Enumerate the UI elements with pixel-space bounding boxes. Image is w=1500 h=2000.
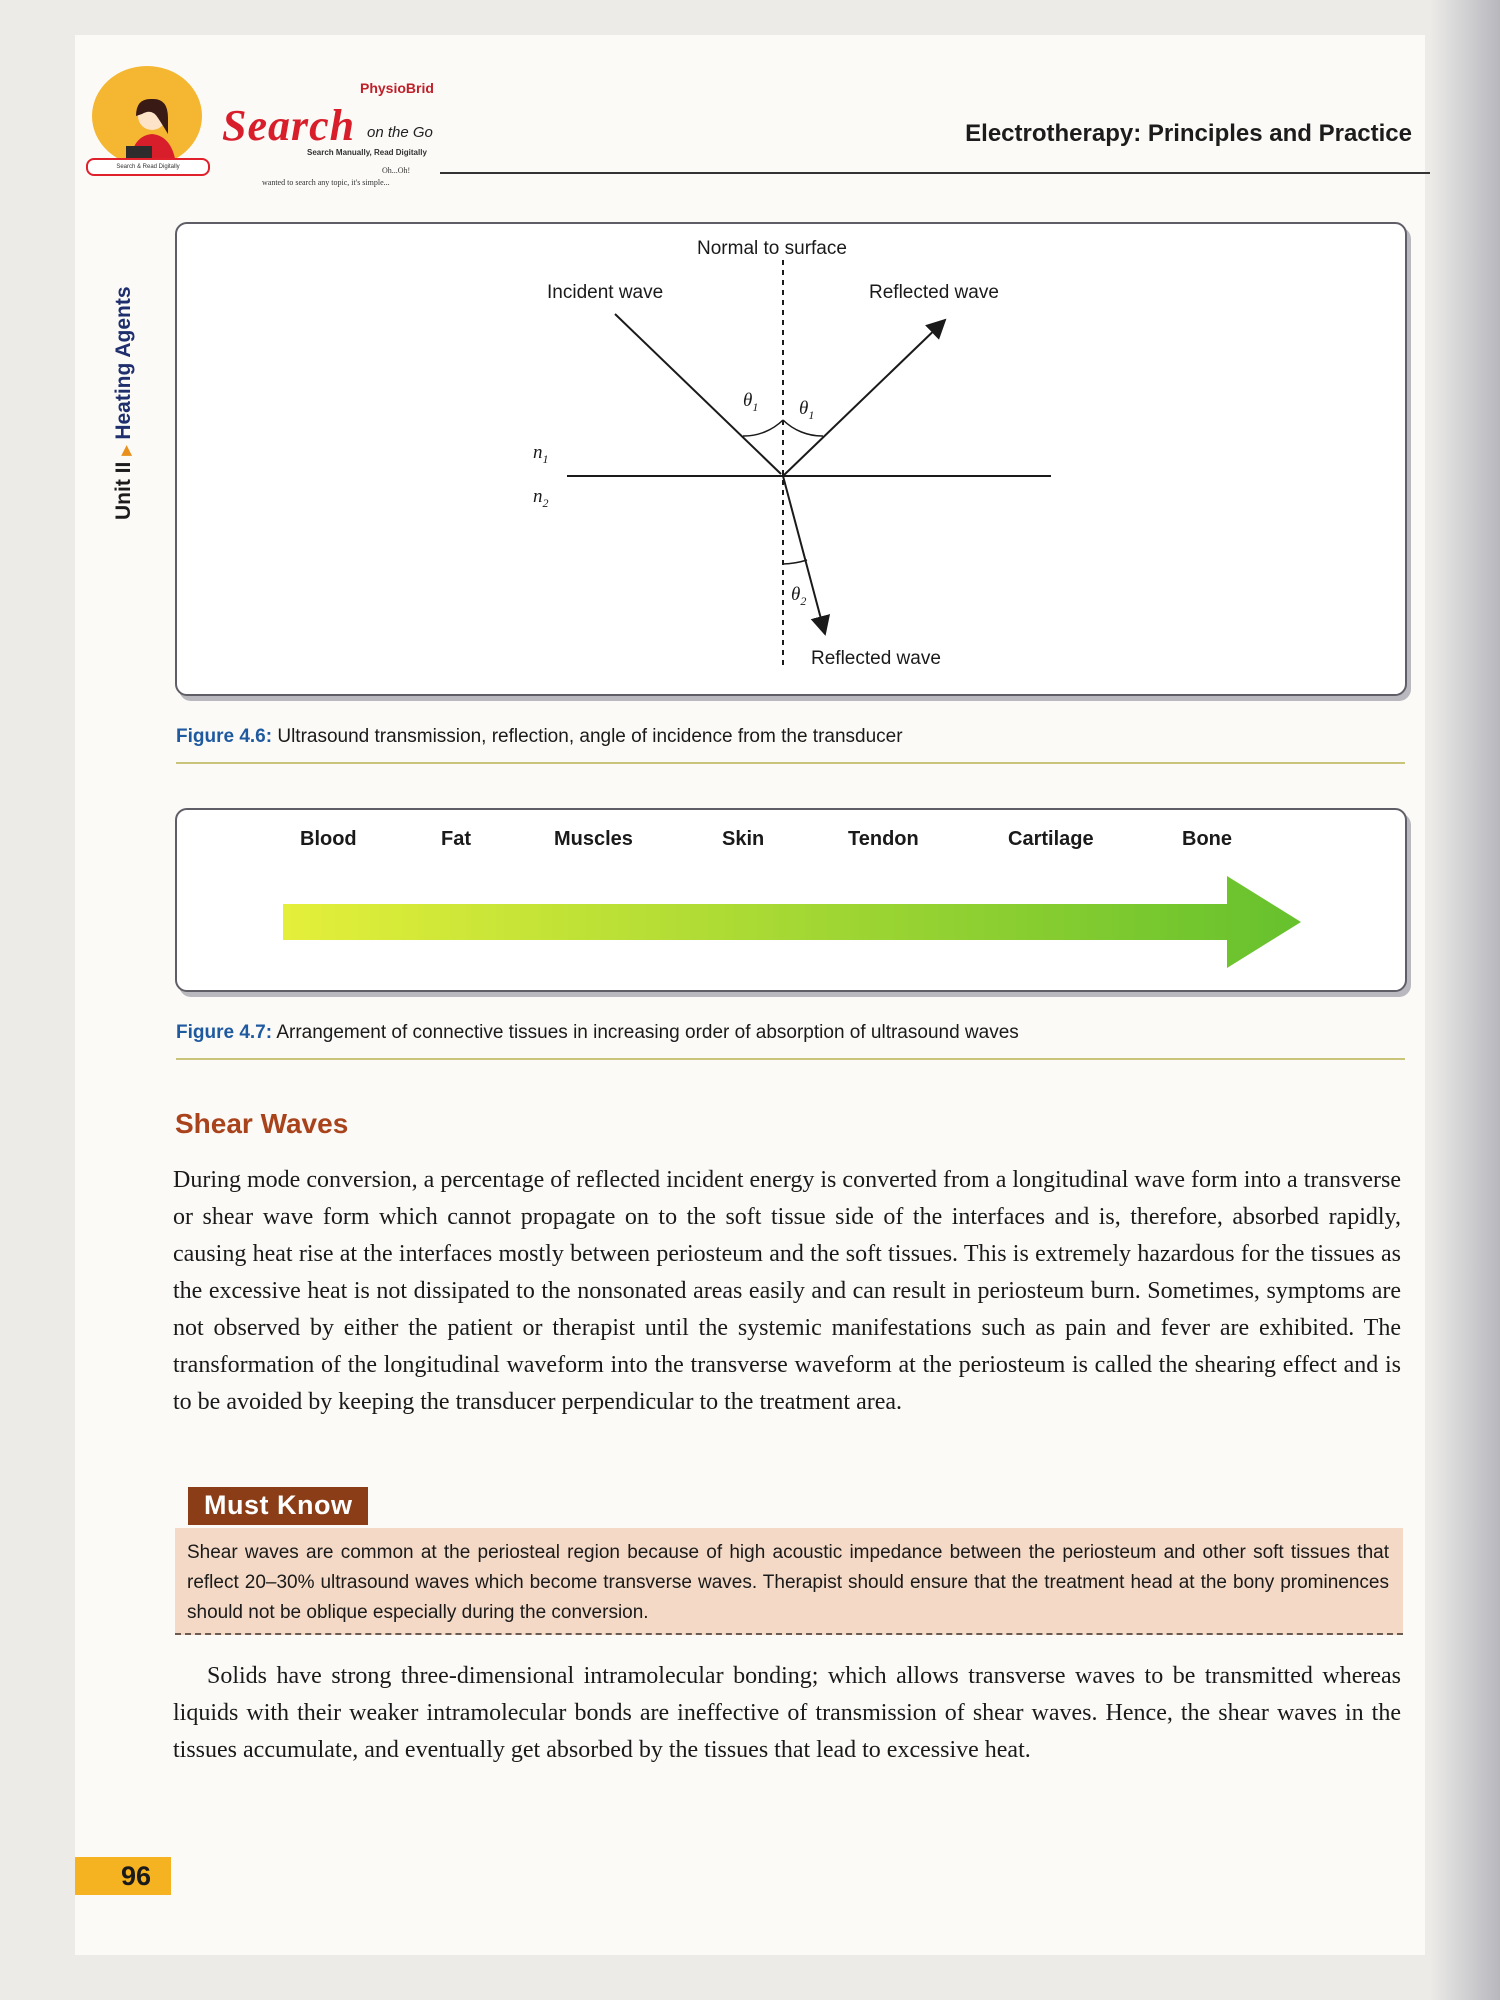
- logo-on-the-go: on the Go: [367, 124, 433, 141]
- logo-brand: PhysioBrid: [360, 80, 434, 96]
- incident-ray: [615, 314, 781, 474]
- running-header-title: Electrotherapy: Principles and Practice: [965, 120, 1412, 147]
- theta1-right-label: $\theta_1$: [799, 398, 815, 422]
- must-know-box: [175, 1528, 1403, 1635]
- header-rule: [440, 172, 1430, 174]
- logo-tagline: Search Manually, Read Digitally: [307, 148, 427, 157]
- logo-subtext: wanted to search any topic, it's simple...: [262, 178, 390, 187]
- figure-4-6-caption: [176, 726, 903, 748]
- body-paragraph-1: During mode conversion, a percentage of reflected incident energy is converted from a longitudinal wave form into a transverse or shear wave form which cannot propagate on to the soft tissue side of the interfaces and is, therefore, absorbed rapidly, causing heat rise at the interfaces mostly between periosteum and the soft tissues. This is extremely hazardous for the tissues as the excessive heat is not dissipated to the nonsonated areas easily and can result in periosteum burn. Sometimes, symptoms are not observed by either the patient or therapist until the systemic manifestations such as pain and fever are exhibited. The transformation of the longitudinal waveform into the transverse waveform at the periosteum is called the shearing effect and is to be avoided by keeping the transducer perpendicular to the treatment area.: [173, 1167, 1401, 1415]
- tissue-label-bone: Bone: [1182, 828, 1232, 850]
- angle-arc-incident: [743, 420, 783, 436]
- tissue-label-muscles: Muscles: [554, 828, 633, 850]
- incident-wave-label: Incident wave: [547, 282, 664, 303]
- figure-4-6-caption-label: Figure 4.6:: [176, 726, 273, 747]
- figure-4-7-caption-label: Figure 4.7:: [176, 1022, 273, 1043]
- angle-arc-reflected: [783, 420, 823, 436]
- tissue-label-fat: Fat: [441, 828, 471, 850]
- angle-arc-transmitted: [783, 560, 807, 564]
- logo-search-word: Search: [222, 101, 356, 150]
- reflected-wave-label: Reflected wave: [869, 282, 999, 303]
- must-know-text: Shear waves are common at the periosteal region because of high acoustic impedance between the periosteum and other soft tissues that reflect 20–30% ultrasound waves which become transverse waves. Therapist should ensure that the treatment head at the bony prominences should not be oblique especially during the conversion.: [187, 1542, 1389, 1623]
- must-know-label: Must Know: [188, 1487, 368, 1525]
- figure-4-6-box: [175, 222, 1407, 696]
- figure-4-6-caption-text: Ultrasound transmission, reflection, angle of incidence from the transducer: [277, 726, 903, 747]
- figure-4-7-caption-text: Arrangement of connective tissues in increasing order of absorption of ultrasound waves: [276, 1022, 1019, 1043]
- triangle-icon: ▶: [118, 445, 133, 456]
- side-section-label: Heating Agents: [112, 286, 135, 440]
- tissue-label-cartilage: Cartilage: [1008, 828, 1094, 850]
- transmitted-ray: [783, 476, 825, 634]
- side-unit-label: Unit II: [112, 461, 135, 520]
- side-unit-tab: [112, 286, 136, 520]
- logo-person-icon: [122, 94, 182, 164]
- caption-rule: [176, 1058, 1405, 1060]
- caption-rule: [176, 762, 1405, 764]
- search-on-the-go-logo: [82, 62, 462, 192]
- figure-4-7-caption: [176, 1022, 1019, 1044]
- tissue-label-tendon: Tendon: [848, 828, 919, 850]
- tissue-label-skin: Skin: [722, 828, 765, 850]
- theta1-left-label: $\theta_1$: [743, 390, 759, 414]
- n1-label: $n_1$: [533, 442, 549, 466]
- body-paragraph-2: Solids have strong three-dimensional intramolecular bonding; which allows transverse waves to be transmitted whereas liquids with their weaker intramolecular bonds are ineffective of transmission of shear waves. Hence, the shear waves in the tissues accumulate, and eventually get absorbed by the tissues that lead to excessive heat.: [173, 1663, 1401, 1763]
- bottom-reflected-wave-label: Reflected wave: [811, 648, 941, 669]
- theta2-label: $\theta_2$: [791, 584, 807, 608]
- section-heading: Shear Waves: [175, 1108, 349, 1139]
- reflection-diagram: [177, 224, 1405, 694]
- page-edge-shadow: [1430, 0, 1500, 2000]
- tissue-label-blood: Blood: [300, 828, 357, 850]
- logo-badge: Search & Read Digitally: [86, 158, 210, 176]
- n2-label: $n_2$: [533, 486, 549, 510]
- increasing-absorption-arrow-icon: [283, 876, 1301, 968]
- page-number: 96: [75, 1857, 171, 1895]
- normal-to-surface-label: Normal to surface: [697, 238, 847, 259]
- logo-oh: Oh...Oh!: [382, 166, 411, 175]
